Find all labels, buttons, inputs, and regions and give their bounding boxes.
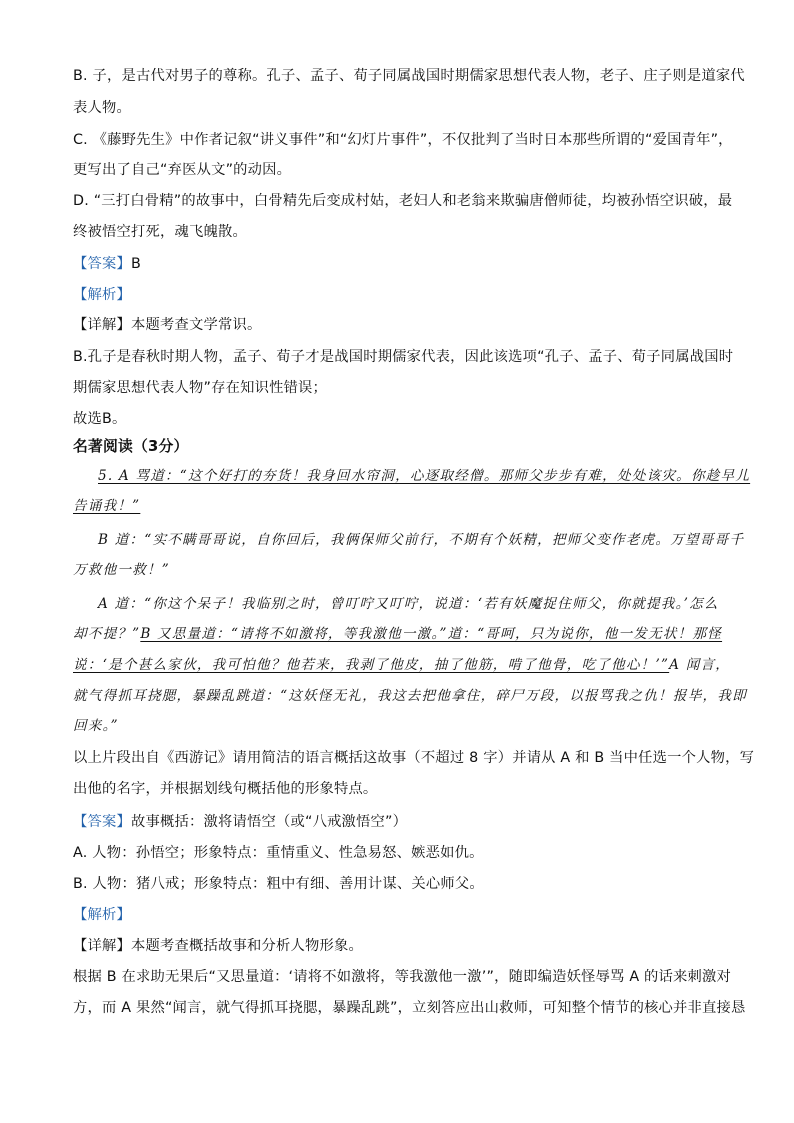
q5-explain-line2: 方，而 A 果然“闻言，就气得抓耳挠腮，暴躁乱跳”，立刻答应出山救师，可知整个情节的核心并非直接恳	[73, 1000, 746, 1016]
analysis-tag: 【解析】	[73, 287, 131, 303]
section-title: 名著阅读（3分）	[73, 438, 189, 455]
passage-p3-line4: 就气得抓耳挠腮，暴躁乱跳道：“这妖怪无礼，我这去把他拿住，碎尸万段，以报骂我之仇！报毕，我即	[73, 688, 747, 704]
analysis-tag: 【解析】	[73, 907, 131, 923]
detail-tag: 【详解】	[73, 317, 131, 333]
option-c-line1: C. 《藤野先生》中作者记叙“讲义事件”和“幻灯片事件”，不仅批判了当时日本那些所谓的“爱国青年”，	[73, 132, 733, 148]
q5-answer-b: B. 人物：猪八戒；形象特点：粗中有细、善用计谋、关心师父。	[73, 876, 484, 892]
q5-analysis	[73, 905, 131, 925]
q5-answer-a: A. 人物：孙悟空；形象特点：重情重义、性急易怒、嫉恶如仇。	[73, 845, 484, 861]
passage-p3-line2b: B 又思量道：“请将不如激将，等我激他一激。”道：“哥呵，只为说你，他一发无状！那怪	[140, 626, 723, 642]
q5-answer	[73, 812, 407, 832]
option-d-line2: 终被悟空打死，魂飞魄散。	[73, 224, 247, 240]
q4-analysis	[73, 285, 131, 305]
passage-p2-line1: B 道：“实不瞒哥哥说，自你回后，我俩保师父前行，不期有个妖精，把师父变作老虎。万望哥哥千	[98, 532, 745, 548]
passage-p3-line2	[73, 624, 722, 644]
q5-explain-line1: 根据 B 在求助无果后“又思量道：‘请将不如激将，等我激他一激’”，随即编造妖怪辱骂 A 的话来刺激对	[73, 969, 732, 985]
q5-question-line2: 出他的名字，并根据划线句概括他的形象特点。	[73, 781, 378, 797]
answer-text: 故事概括：激将请悟空（或“八戒激悟空”）	[131, 814, 408, 830]
q4-conclusion: 故选B。	[73, 411, 127, 427]
detail-tag: 【详解】	[73, 938, 131, 954]
passage-p1-line2: 告诵我！”	[73, 498, 141, 514]
passage-p2-line2: 万救他一救！”	[73, 562, 170, 578]
passage-p3-line3a: 说：‘是个甚么家伙，我可怕他？他若来，我剥了他皮，抽了他筋，啃了他骨，吃了他心！’”	[73, 657, 670, 673]
answer-tag: 【答案】	[73, 814, 131, 830]
option-c-line2: 更写出了自己“弃医从文”的动因。	[73, 162, 292, 178]
q4-detail	[73, 315, 261, 335]
q5-detail	[73, 936, 363, 956]
passage-p3-line3b: A 闻言，	[669, 657, 731, 673]
q4-explain-line2: 期儒家思想代表人物”存在知识性错误；	[73, 380, 328, 396]
passage-p3-line3	[73, 655, 730, 675]
option-d-line1: D. “三打白骨精”的故事中，白骨精先后变成村姑，老妇人和老翁来欺骗唐僧师徒，均被孙悟空识破，最	[73, 193, 733, 209]
passage-p3-line2a: 却不提？”	[73, 626, 141, 642]
q4-explain-line1: B.孔子是春秋时期人物，孟子、荀子才是战国时期儒家代表，因此该选项“孔子、孟子、荀子同属战国时	[73, 349, 734, 365]
passage-p3-line1: A 道：“你这个呆子！我临别之时，曾叮咛又叮咛，说道：‘若有妖魔捉住师父，你就提我。’怎么	[98, 596, 719, 612]
option-b-line1: B. 子，是古代对男子的尊称。孔子、孟子、荀子同属战国时期儒家思想代表人物，老子、庄子则是道家代	[73, 68, 745, 84]
q4-answer	[73, 254, 141, 274]
q5-question-line1: 以上片段出自《西游记》请用简洁的语言概括这故事（不超过 8 字）并请从 A 和 B 当中任选一个人物，写	[73, 750, 755, 766]
detail-text: 本题考查概括故事和分析人物形象。	[131, 938, 363, 954]
passage-p3-line5: 回来。”	[73, 718, 119, 734]
detail-text: 本题考查文学常识。	[131, 317, 262, 333]
option-b-line2: 表人物。	[73, 100, 131, 116]
passage-p1-line1: 5. A 骂道：“这个好打的夯货！我身回水帘洞，心逐取经僧。那师父步步有难，处处该灾。你趁早儿	[98, 468, 751, 484]
answer-tag: 【答案】	[73, 256, 131, 272]
answer-value: B	[131, 256, 142, 272]
